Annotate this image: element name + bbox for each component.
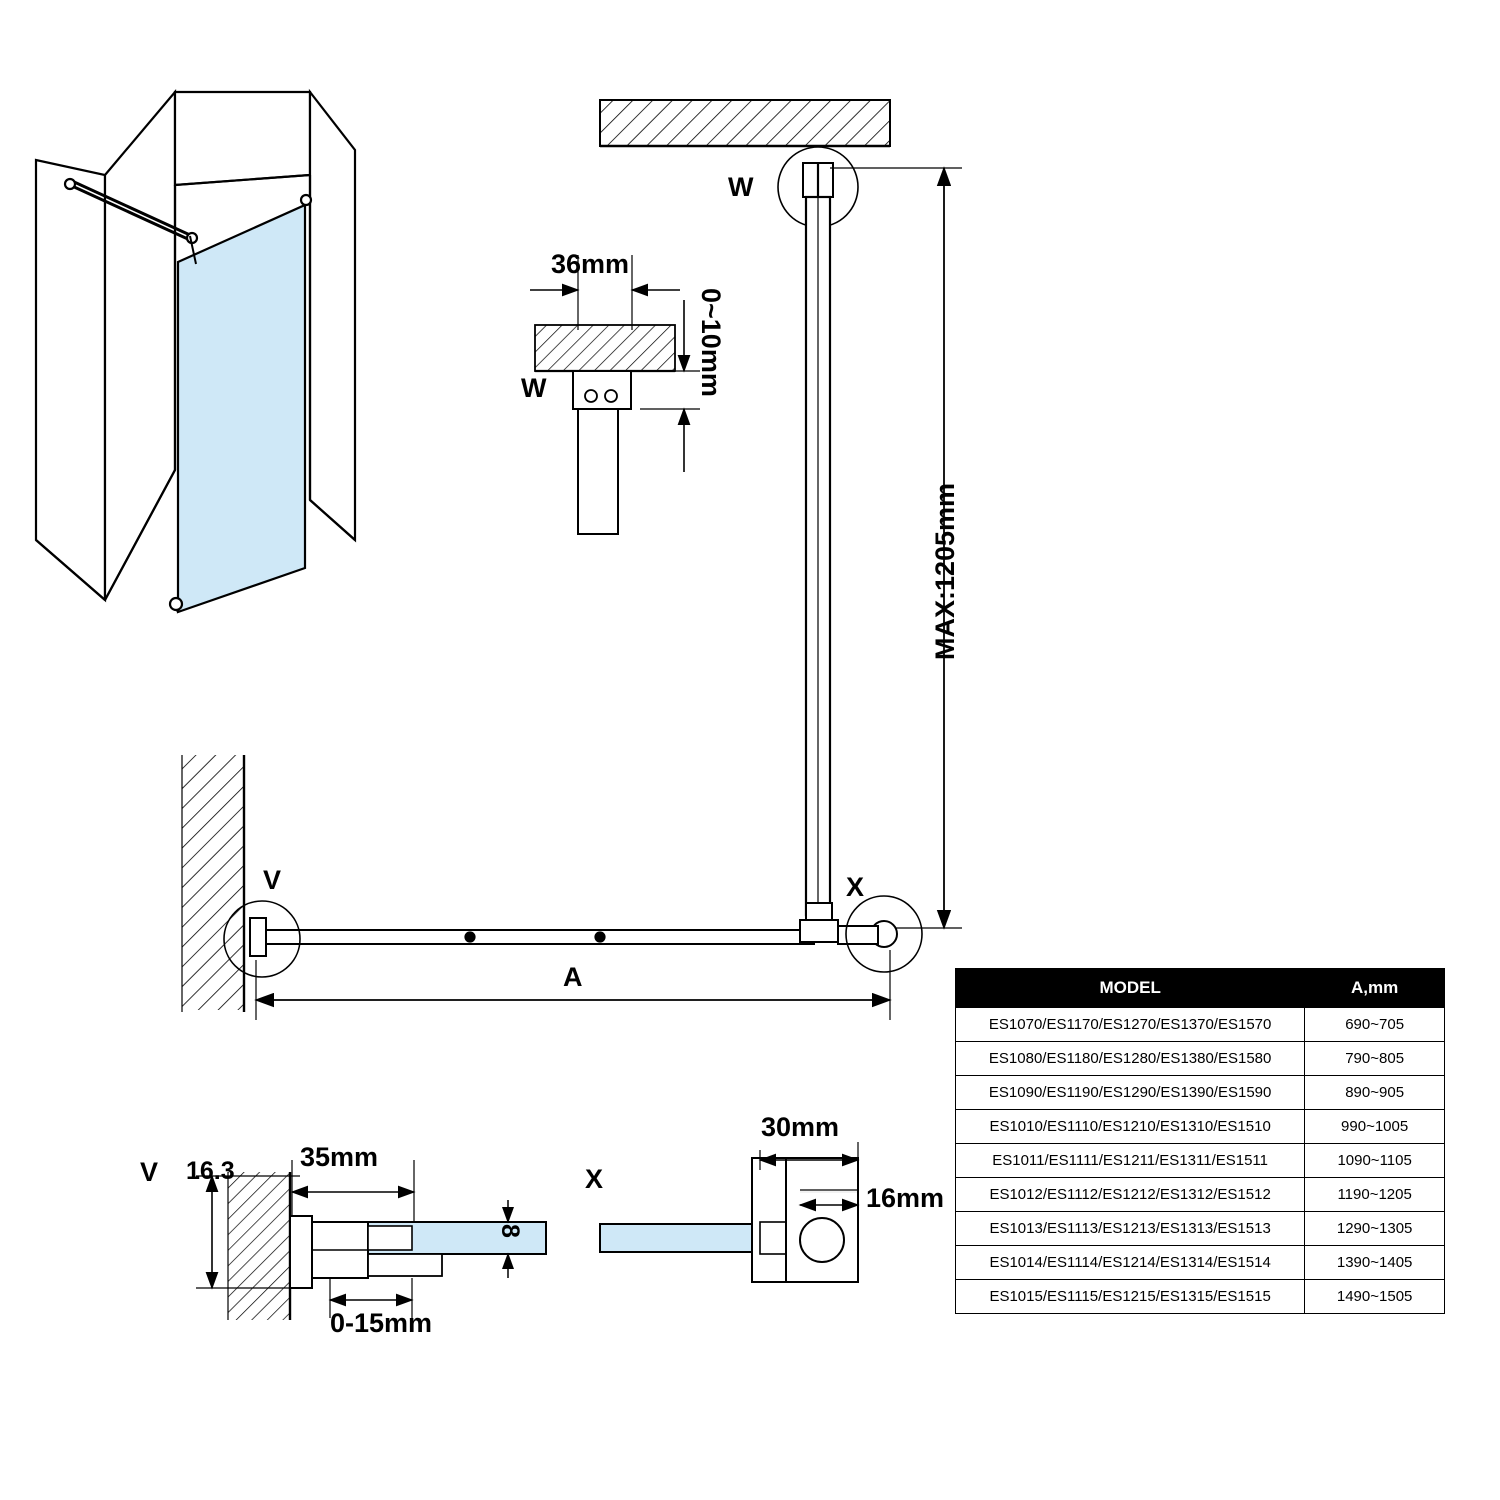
table-row (956, 1280, 1445, 1314)
table-cell-a: 1390~1405 (1305, 1246, 1445, 1280)
table-cell-model: ES1090/ES1190/ES1290/ES1390/ES1590 (956, 1076, 1305, 1110)
detail-w-section (530, 255, 700, 534)
label-detail-v-section: V (140, 1157, 159, 1187)
table-row (956, 1008, 1445, 1042)
table-row (956, 1246, 1445, 1280)
table-row (956, 1042, 1445, 1076)
label-detail-w-mid: W (521, 373, 547, 403)
label-detail-w-top: W (728, 172, 754, 202)
label-detail-x-plan: X (846, 872, 865, 902)
table-cell-a: 690~705 (1305, 1008, 1445, 1042)
label-detail-x-section: X (585, 1164, 604, 1194)
dimension-0-15mm: 0-15mm (330, 1308, 433, 1338)
table-row (956, 1212, 1445, 1246)
isometric-shower-view (36, 92, 355, 612)
table-cell-a: 890~905 (1305, 1076, 1445, 1110)
table-cell-a: 1290~1305 (1305, 1212, 1445, 1246)
table-cell-model: ES1015/ES1115/ES1215/ES1315/ES1515 (956, 1280, 1305, 1314)
table-cell-model: ES1014/ES1114/ES1214/ES1314/ES1514 (956, 1246, 1305, 1280)
table-cell-a: 790~805 (1305, 1042, 1445, 1076)
table-header-model: MODEL (956, 969, 1305, 1008)
dimension-glass-thickness-8: 8 (496, 1224, 524, 1238)
dimension-16mm: 16mm (866, 1183, 945, 1213)
table-header-a: A,mm (1305, 969, 1445, 1008)
table-cell-a: 1190~1205 (1305, 1178, 1445, 1212)
dimension-max-height-label: MAX:1205mm (930, 482, 960, 660)
table-cell-a: 1490~1505 (1305, 1280, 1445, 1314)
dimension-A-label: A (563, 962, 583, 992)
table-cell-a: 1090~1105 (1305, 1144, 1445, 1178)
table-row (956, 1110, 1445, 1144)
dimension-30mm: 30mm (761, 1112, 840, 1142)
dimension-36mm: 36mm (551, 249, 630, 279)
detail-x-section (600, 1142, 858, 1282)
table-cell-model: ES1012/ES1112/ES1212/ES1312/ES1512 (956, 1178, 1305, 1212)
label-detail-v-plan: V (263, 865, 282, 895)
model-spec-table (955, 968, 1445, 1314)
dimension-0-10mm: 0~10mm (696, 288, 726, 397)
table-cell-model: ES1070/ES1170/ES1270/ES1370/ES1570 (956, 1008, 1305, 1042)
table-cell-model: ES1010/ES1110/ES1210/ES1310/ES1510 (956, 1110, 1305, 1144)
detail-v-section (196, 1160, 546, 1320)
table-cell-model: ES1013/ES1113/ES1213/ES1313/ES1513 (956, 1212, 1305, 1246)
table-cell-model: ES1080/ES1180/ES1280/ES1380/ES1580 (956, 1042, 1305, 1076)
table-row (956, 1144, 1445, 1178)
table-cell-model: ES1011/ES1111/ES1211/ES1311/ES1511 (956, 1144, 1305, 1178)
table-row (956, 1178, 1445, 1212)
detail-w-wall-bracket (600, 100, 890, 915)
table-cell-a: 990~1005 (1305, 1110, 1445, 1144)
table-header-row (956, 969, 1445, 1008)
dimension-16-3: 16.3 (186, 1157, 235, 1185)
table-row (956, 1076, 1445, 1110)
dimension-35mm: 35mm (300, 1142, 379, 1172)
